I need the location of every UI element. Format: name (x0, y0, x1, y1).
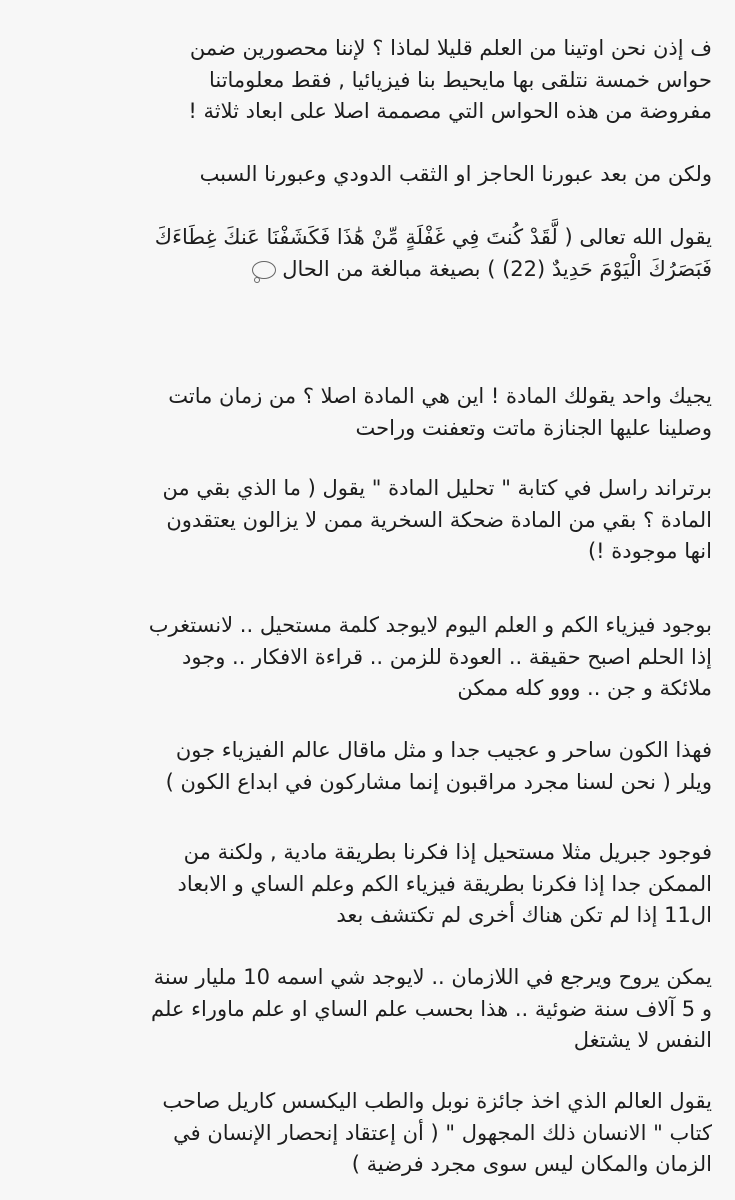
paragraph-wormhole (22, 159, 712, 191)
text-line: يجيك واحد يقولك المادة ! اين هي المادة اصلا ؟ من زمان ماتت (168, 384, 712, 408)
text-line (22, 254, 712, 286)
text-line: ملائكة و جن .. ووو كله ممكن (457, 676, 712, 700)
text-line: فهذا الكون ساحر و عجيب جدا و مثل ماقال عالم الفيزياء جون (175, 738, 712, 762)
paragraph-gabriel (22, 837, 712, 932)
text-line: ويلر ( نحن لسنا مجرد مراقبون إنما مشاركون في ابداع الكون ) (165, 769, 712, 794)
paragraph-quantum-possible (22, 610, 712, 705)
thought-bubble-icon (252, 261, 276, 279)
text-line: انها موجودة !) (587, 539, 712, 563)
paragraph-matter-dead (22, 381, 712, 444)
text-line: ال11 إذا لم تكن هناك أخرى لم تكتشف بعد (336, 903, 712, 927)
paragraph-carrel-quote (22, 1086, 712, 1181)
text-line: يمكن يروح ويرجع في اللازمان .. لايوجد شي اسمه 10 مليار سنة (153, 965, 712, 989)
text-line: يقول الله تعالى ( لَّقَدْ كُنتَ فِي غَفْلَةٍ مِّنْ هَٰذَا فَكَشَفْنَا عَنكَ غِطَاءَكَ (154, 225, 712, 249)
paragraph-russell-quote (22, 473, 712, 568)
text-line: الممكن جدا إذا فكرنا بطريقة فيزياء الكم وعلم الساي و الابعاد (177, 871, 712, 896)
text-line: بوجود فيزياء الكم و العلم اليوم لايوجد كلمة مستحيل .. لانستغرب (148, 613, 712, 637)
text-line: حواس خمسة نتلقى بها مايحيط بنا فيزيائيا , فقط معلوماتنا (208, 67, 712, 92)
text-line: وصلينا عليها الجنازة ماتت وتعفنت وراحت (355, 415, 712, 440)
text-line: فوجود جبريل مثلا مستحيل إذا فكرنا بطريقة مادية , ولكنة من (183, 840, 712, 864)
text-line: ف إذن نحن اوتينا من العلم قليلا لماذا ؟ لإننا محصورين ضمن (189, 36, 712, 60)
text-line: برتراند راسل في كتابة " تحليل المادة " يقول ( ما الذي بقي من (162, 476, 712, 500)
paragraph-timelessness (22, 962, 712, 1057)
text-line: مفروضة من هذه الحواس التي مصممة اصلا على ابعاد ثلاثة ! (188, 99, 712, 123)
text-line: النفس لا يشتغل (573, 1028, 712, 1052)
paragraph-senses (22, 33, 712, 128)
paragraph-wheeler-quote (22, 735, 712, 798)
text-line: المادة ؟ بقي من المادة ضحكة السخرية ممن لا يزالون يعتقدون (166, 507, 712, 532)
text-line: الزمان والمكان ليس سوى مجرد فرضية ) (351, 1152, 712, 1176)
text-line: و 5 آلاف سنة ضوئية .. هذا بحسب علم الساي او علم ماوراء علم (150, 996, 712, 1021)
text-line: ولكن من بعد عبورنا الحاجز او الثقب الدودي وعبورنا السبب (199, 162, 712, 186)
paragraph-quran-verse (22, 222, 712, 285)
text-line: إذا الحلم اصبح حقيقة .. العودة للزمن .. قراءة الافكار .. وجود (182, 644, 712, 669)
text-line: كتاب " الانسان ذلك المجهول " ( أن إعتقاد إنحصار الإنسان في (173, 1120, 712, 1145)
verse-line-text: فَبَصَرُكَ الْيَوْمَ حَدِيدٌ (22) ) بصيغة مبالغة من الحال (282, 256, 712, 281)
text-line: يقول العالم الذي اخذ جائزة نوبل والطب اليكسس كاريل صاحب (162, 1089, 712, 1113)
